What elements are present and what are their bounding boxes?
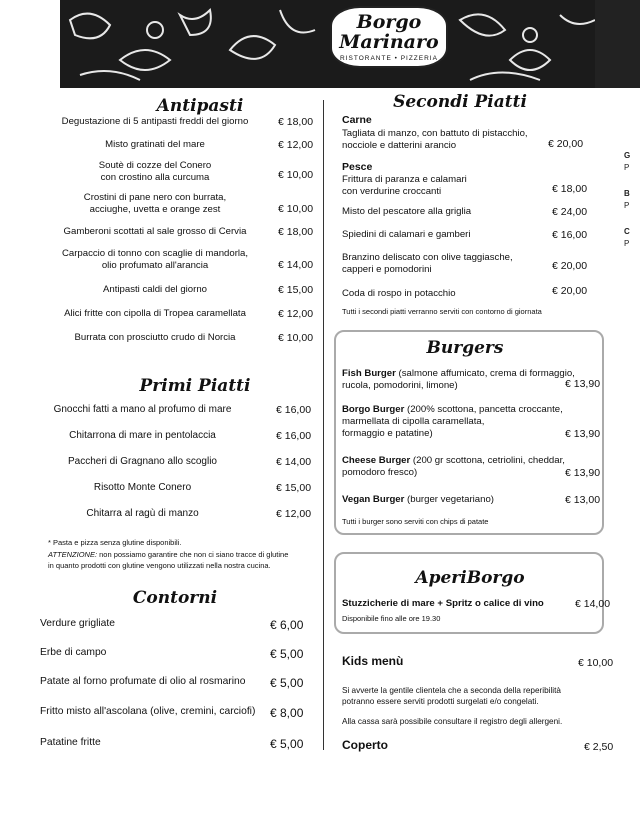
antipasti-item-name: Degustazione di 5 antipasti freddi del giorno [61, 116, 249, 127]
antipasti-item-price: € 10,00 [278, 203, 314, 215]
primi-item-name: Gnocchi fatti a mano al profumo di mare [53, 404, 232, 415]
primi-item-price: € 14,00 [276, 456, 312, 468]
secondi-item-price: € 24,00 [552, 206, 588, 218]
secondi-item-name: Branzino deliscato con olive taggiasche, capperi e pomodorini [342, 252, 513, 275]
burgers-item-price: € 13,90 [565, 378, 601, 390]
burgers-item-title: Borgo Burger [342, 404, 405, 415]
antipasti-item-price: € 10,00 [278, 332, 314, 344]
secondi-item-name: Misto del pescatore alla griglia [342, 206, 472, 217]
contorni-item-price: € 5,00 [270, 737, 304, 751]
burgers-item-desc: (salmone affumicato, crema di formaggio, rucola, pomodorini, limone) [342, 368, 575, 391]
secondi-note: Tutti i secondi piatti verranno serviti con contorno di giornata [342, 307, 542, 316]
edge-letter: P [624, 163, 630, 172]
contorni-item-price: € 5,00 [270, 676, 304, 690]
contorni-item-name: Erbe di campo [40, 647, 107, 658]
attention-text: non possiamo garantire che non ci siano tracce di glutine [97, 550, 289, 559]
edge-letter: P [624, 239, 630, 248]
attention-note [48, 549, 318, 560]
coperto-price: € 2,50 [584, 741, 614, 753]
antipasti-item-price: € 10,00 [278, 169, 314, 181]
secondi-item-price: € 16,00 [552, 229, 588, 241]
adjacent-page-strip [595, 0, 640, 88]
antipasti-item-name: Misto gratinati del mare [105, 139, 205, 150]
primi-item-name: Risotto Monte Conero [93, 482, 192, 493]
burgers-item-name [342, 455, 565, 479]
antipasti-item-name: Alici fritte con cipolla di Tropea caramellata [64, 308, 246, 319]
contorni-title: Contorni [132, 588, 218, 608]
burgers-item-price: € 13,90 [565, 467, 601, 479]
primi-item-name: Chitarrona di mare in pentolaccia [69, 430, 216, 441]
burgers-item-name [342, 494, 494, 506]
carne-label: Carne [342, 114, 372, 126]
secondi-item-name: Frittura di paranza e calamari con verdurine croccanti [342, 174, 467, 197]
antipasti-item-price: € 14,00 [278, 259, 314, 271]
logo-line-1: Borgo [356, 11, 422, 33]
antipasti-title: Antipasti [156, 96, 244, 116]
aperiborgo-item: Stuzzicherie di mare + Spritz o calice di vino [342, 598, 544, 609]
antipasti-item-name: Antipasti caldi del giorno [103, 284, 207, 295]
burgers-item-name [342, 404, 563, 440]
secondi-item-price: € 20,00 [552, 285, 588, 297]
secondi-title: Secondi Piatti [393, 92, 527, 112]
logo-line-2: Marinaro [339, 31, 439, 53]
adjacent-page-edge [624, 150, 640, 250]
coperto-label: Coperto [342, 738, 388, 752]
antipasti-item-name: Crostini di pane nero con burrata, acciughe, uvetta e orange zest [83, 192, 227, 215]
menu-header [60, 0, 605, 88]
antipasti-item-name: Burrata con prosciutto crudo di Norcia [74, 332, 236, 343]
contorni-item-price: € 5,00 [270, 647, 304, 661]
burgers-item-title: Vegan Burger [342, 494, 405, 505]
antipasti-item-name: Gamberoni scottati al sale grosso di Cervia [63, 226, 247, 237]
kids-label: Kids menù [342, 654, 404, 668]
allergen-notice: Alla cassa sarà possibile consultare il registro degli allergeni. [342, 717, 563, 726]
primi-item-price: € 15,00 [276, 482, 312, 494]
aperiborgo-note: Disponibile fino alle ore 19.30 [342, 614, 441, 623]
antipasti-item-price: € 12,00 [278, 308, 314, 320]
primi-item-name: Paccheri di Gragnano allo scoglio [68, 456, 217, 467]
contorni-item-price: € 8,00 [270, 706, 304, 720]
primi-item-price: € 16,00 [276, 404, 312, 416]
aperiborgo-price: € 14,00 [575, 598, 611, 610]
burgers-item-title: Cheese Burger [342, 455, 411, 466]
contorni-item-name: Fritto misto all'ascolana (olive, cremini, carciofi) [40, 706, 256, 717]
antipasti-item-price: € 18,00 [278, 116, 314, 128]
burgers-item-title: Fish Burger [342, 368, 396, 379]
logo-subtitle: RISTORANTE • PIZZERIA [340, 55, 438, 62]
primi-item-price: € 12,00 [276, 508, 312, 520]
carne-price: € 20,00 [548, 138, 584, 150]
secondi-item-price: € 20,00 [552, 260, 588, 272]
antipasti-item-price: € 12,00 [278, 139, 314, 151]
frozen-notice: Si avverte la gentile clientela che a seconda della reperibilità potranno essere serviti prodotti surgelati e/o congelati. [342, 686, 561, 706]
contorni-item-price: € 6,00 [270, 618, 304, 632]
edge-letter: C [624, 227, 630, 236]
edge-letter: B [624, 189, 630, 198]
contorni-item-name: Patate al forno profumate di olio al rosmarino [40, 676, 246, 687]
attention-label: ATTENZIONE: [48, 550, 98, 559]
antipasti-item-price: € 15,00 [278, 284, 314, 296]
contorni-item-name: Patatine fritte [40, 737, 101, 748]
gluten-note: * Pasta e pizza senza glutine disponibili. [48, 538, 182, 547]
burgers-note: Tutti i burger sono serviti con chips di patate [342, 517, 489, 526]
carne-item: Tagliata di manzo, con battuto di pistacchio, nocciole e datterini arancio [342, 128, 528, 151]
contorni-item-name: Verdure grigliate [40, 618, 115, 629]
burgers-item-price: € 13,00 [565, 494, 601, 506]
secondi-item-name: Coda di rospo in potacchio [342, 288, 456, 299]
aperiborgo-title: AperiBorgo [415, 568, 525, 588]
primi-item-price: € 16,00 [276, 430, 312, 442]
burgers-item-desc: (200% scottona, pancetta croccante, marmellata di cipolla caramellata, formaggio e patatine) [342, 404, 563, 439]
antipasti-item-name: Carpaccio di tonno con scaglie di mandorla, olio profumato all'arancia [61, 248, 249, 271]
restaurant-logo [330, 6, 448, 68]
secondi-item-name: Spiedini di calamari e gamberi [342, 229, 471, 240]
burgers-item-name [342, 368, 575, 392]
edge-letter: P [624, 201, 630, 210]
burgers-item-price: € 13,90 [565, 428, 601, 440]
kids-price: € 10,00 [578, 657, 614, 669]
pesce-label: Pesce [342, 161, 373, 173]
attention-note-2: in quanto prodotti con glutine vengono utilizzati nella nostra cucina. [48, 561, 271, 570]
burgers-title: Burgers [426, 338, 504, 358]
column-divider [323, 100, 324, 750]
secondi-item-price: € 18,00 [552, 183, 588, 195]
burgers-item-desc: (burger vegetariano) [404, 494, 494, 505]
primi-title: Primi Piatti [139, 376, 251, 396]
antipasti-item-name: Soutè di cozze del Conero con crostino alla curcuma [98, 160, 212, 183]
primi-item-name: Chitarra al ragù di manzo [86, 508, 199, 519]
antipasti-item-price: € 18,00 [278, 226, 314, 238]
burgers-item-desc: (200 gr scottona, cetriolini, cheddar, pomodoro fresco) [342, 455, 565, 478]
edge-letter: G [624, 151, 631, 160]
